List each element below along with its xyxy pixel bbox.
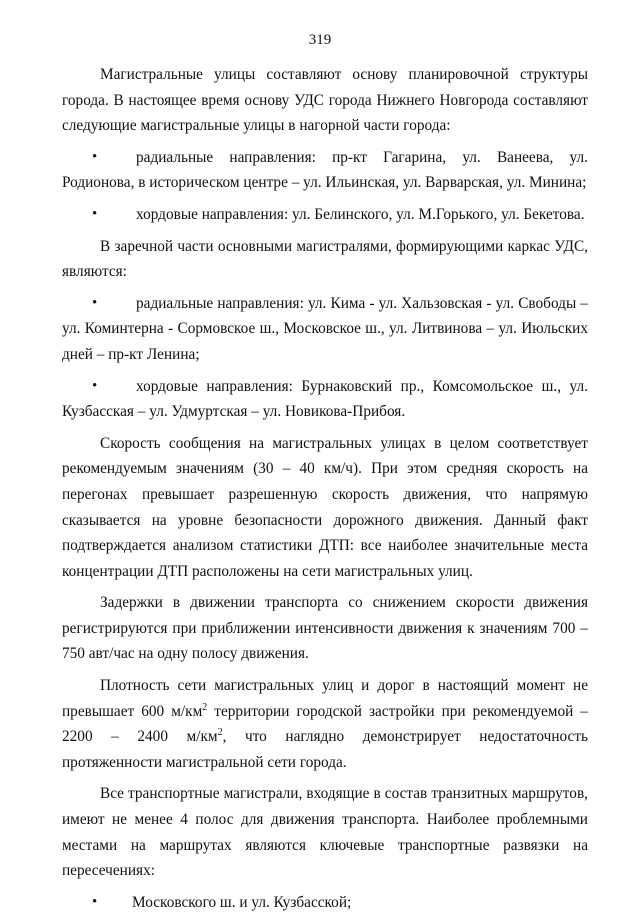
- density-text-part1: Плотность сети магистральных улиц и дорог в настоящий момент не превышает 600 м/км: [62, 677, 588, 720]
- bullet-icon: •: [92, 377, 98, 394]
- document-body: [62, 62, 588, 921]
- bullet-text: радиальные направления: ул. Кима - ул. Хальзовская - ул. Свободы – ул. Коминтерна - Сормовское ш., Московское ш., ул. Литвинова – ул. Июльских дней – пр-кт Ленина;: [62, 294, 588, 363]
- bullet-icon: •: [92, 148, 98, 165]
- paragraph-arterial-streets-intro: Магистральные улицы составляют основу планировочной структуры города. В настоящее время основу УДС города Нижнего Новгорода составляют следующие магистральные улицы в нагорной части города:: [62, 66, 588, 135]
- paragraph-traffic-delays: Задержки в движении транспорта со снижением скорости движения регистрируются при приближении интенсивности движения к значениям 700 – 750 авт/час на одну полосу движения.: [62, 594, 588, 663]
- bullet-text: Московского ш. и ул. Кузбасской;: [132, 893, 352, 911]
- density-text-part2: территории городской застройки при рекомендуемой – 2200 – 2400 м/км: [62, 702, 588, 746]
- paragraph-traffic-speed: Скорость сообщения на магистральных улицах в целом соответствует рекомендуемым значениям (30 – 40 км/ч). При этом средняя скорость на перегонах превышает разрешенную скорость движения, что напрямую сказывается на уровне безопасности дорожного движения. Данный факт подтверждается анализом статистики ДТП: все наиболее значительные места концентрации ДТП расположены на сети магистральных улиц.: [62, 434, 588, 580]
- bullet-item-chord-trans-river: [62, 374, 588, 425]
- paragraph-network-density: [62, 673, 588, 775]
- bullet-item-radial-trans-river: [62, 291, 588, 368]
- bullet-icon: •: [92, 294, 98, 311]
- superscript-2: 2: [202, 701, 208, 713]
- paragraph-trans-river-intro: В заречной части основными магистралями, формирующими каркас УДС, являются:: [62, 237, 588, 281]
- bullet-item-radial-upland: [62, 145, 588, 196]
- density-text-part3: , что наглядно демонстрирует недостаточность протяженности магистральной сети города.: [62, 728, 588, 771]
- superscript-2: 2: [217, 727, 223, 739]
- bullet-text: хордовые направления: Бурнаковский пр., Комсомольское ш., ул. Кузбасская – ул. Удмуртская – ул. Новикова-Прибоя.: [62, 377, 588, 421]
- page-number: 319: [308, 32, 332, 48]
- bullet-item-chord-upland: [62, 202, 588, 228]
- paragraph-transit-routes: Все транспортные магистрали, входящие в состав транзитных маршрутов, имеют не менее 4 полос для движения транспорта. Наиболее проблемными местами на маршрутах являются ключевые транспортные развязки на пересечениях:: [62, 785, 588, 880]
- bullet-item-moskovskoe-kuzbasskaya: [62, 890, 588, 916]
- bullet-text: радиальные направления: пр-кт Гагарина, ул. Ванеева, ул. Родионова, в историческом центре – ул. Ильинская, ул. Варварская, ул. Минина;: [62, 148, 588, 192]
- bullet-icon: •: [92, 205, 98, 222]
- bullet-text: хордовые направления: ул. Белинского, ул. М.Горького, ул. Бекетова.: [136, 205, 585, 223]
- bullet-icon: •: [92, 893, 98, 910]
